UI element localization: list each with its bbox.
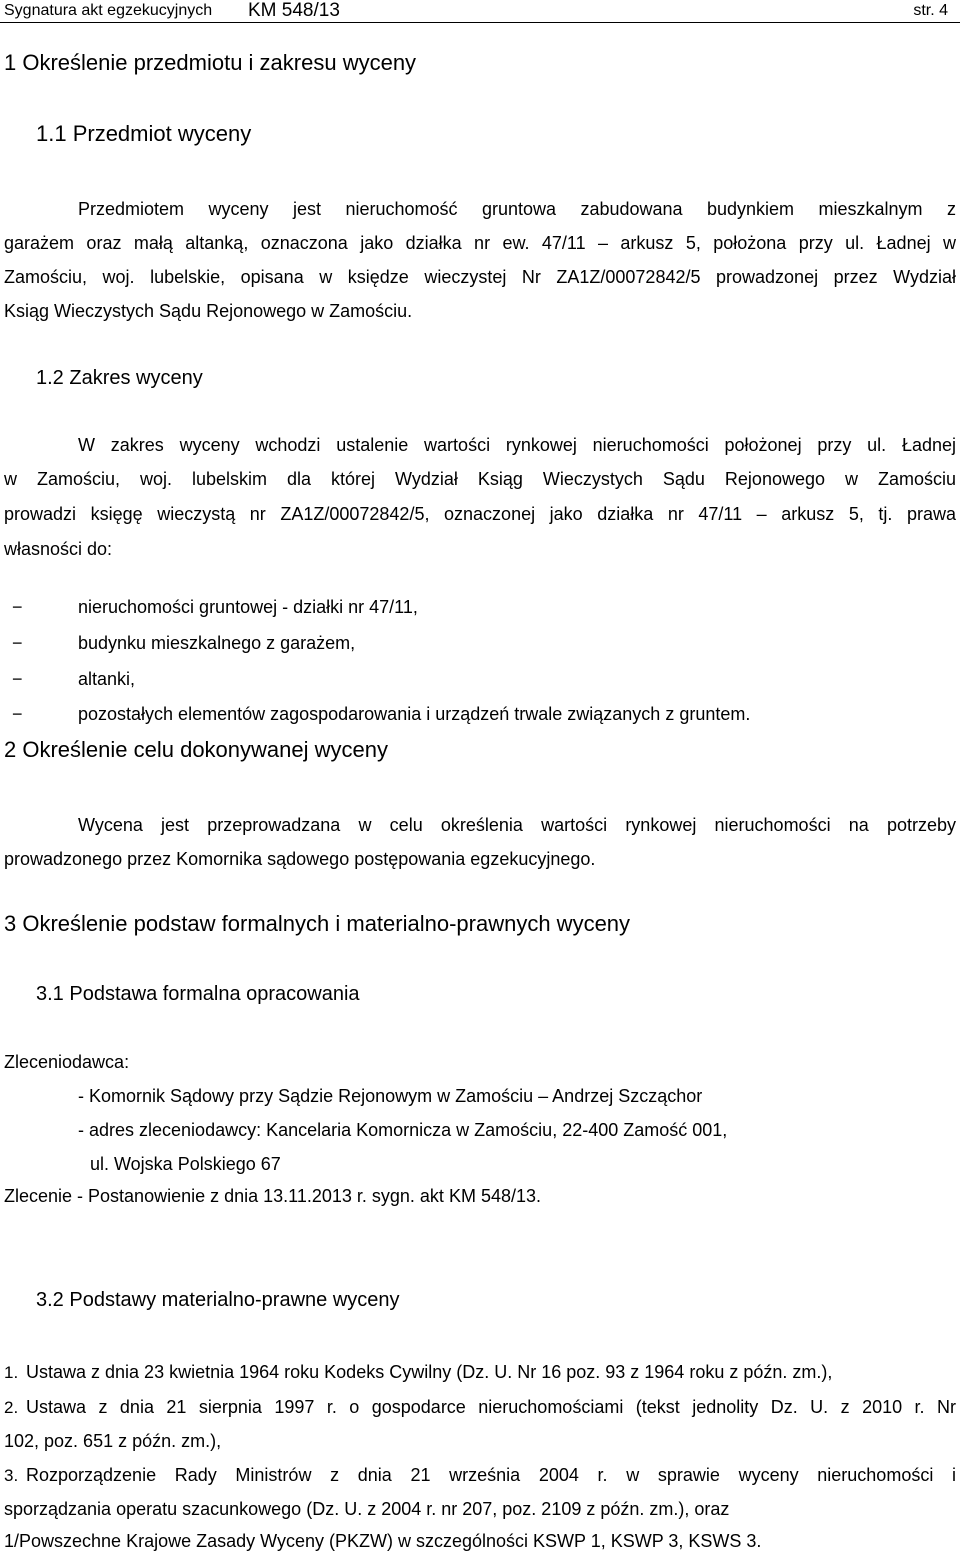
page-header [0,0,960,24]
list-item-text: Rozporządzenie Rady Ministrów z dnia 21 września 2004 r. w sprawie wyceny nieruchomości i [26,1465,956,1485]
section-2-heading: 2 Określenie celu dokonywanej wyceny [4,737,388,762]
section-1-1-heading: 1.1 Przedmiot wyceny [36,121,252,146]
dash-marker: − [12,669,23,689]
paragraph-line: prowadzonego przez Komornika sądowego postępowania egzekucyjnego. [4,849,596,869]
list-item-text: altanki, [78,669,136,689]
client-line: - Komornik Sądowy przy Sądzie Rejonowym w Zamościu – Andrzej Szcząchor [78,1086,703,1106]
paragraph-line: W zakres wyceny wchodzi ustalenie wartości rynkowej nieruchomości położonej przy ul. Ładnej [78,435,956,455]
paragraph-line: Ksiąg Wieczystych Sądu Rejonowego w Zamościu. [4,301,413,321]
header-prefix: Sygnatura akt egzekucyjnych [4,2,213,19]
list-item-text: pozostałych elementów zagospodarowania i urządzeń trwale związanych z gruntem. [78,704,751,724]
paragraph-line: Wycena jest przeprowadzana w celu określenia wartości rynkowej nieruchomości na potrzeby [78,815,956,835]
paragraph-line: prowadzi księgę wieczystą nr ZA1Z/00072842/5, oznaczonej jako działka nr 47/11 – arkusz 5, tj. prawa [4,504,956,524]
list-item-text: Ustawa z dnia 21 sierpnia 1997 r. o gospodarce nieruchomościami (tekst jednolity Dz. U. z 2010 r. Nr [26,1397,956,1417]
list-item-text: budynku mieszkalnego z garażem, [78,633,356,653]
header-page-number: str. 4 [913,2,948,19]
paragraph-line: Przedmiotem wyceny jest nieruchomość gruntowa zabudowana budynkiem mieszkalnym z [78,199,956,219]
client-line: - adres zleceniodawcy: Kancelaria Komornicza w Zamościu, 22-400 Zamość 001, [78,1120,728,1140]
footer-line: 1/Powszechne Krajowe Zasady Wyceny (PKZW) w szczególności KSWP 1, KSWP 3, KSWS 3. [4,1531,762,1551]
section-3-2-heading: 3.2 Podstawy materialno-prawne wyceny [36,1289,400,1311]
section-1-2-heading: 1.2 Zakres wyceny [36,367,203,389]
list-item-text: 102, poz. 651 z późn. zm.), [4,1431,222,1451]
list-number: 3. [4,1466,19,1485]
client-label: Zleceniodawca: [4,1052,130,1072]
dash-marker: − [12,704,23,724]
section-1-heading: 1 Określenie przedmiotu i zakresu wyceny [4,50,417,75]
dash-marker: − [12,597,23,617]
header-rule [0,22,960,23]
client-line: ul. Wojska Polskiego 67 [90,1154,281,1174]
list-item-text: Ustawa z dnia 23 kwietnia 1964 roku Kodeks Cywilny (Dz. U. Nr 16 poz. 93 z 1964 roku z późn. zm.), [26,1362,833,1382]
dash-marker: − [12,633,23,653]
paragraph-line: garażem oraz małą altanką, oznaczona jako działka nr ew. 47/11 – arkusz 5, położona przy ul. Ładnej w [4,233,956,253]
section-3-1-heading: 3.1 Podstawa formalna opracowania [36,983,360,1005]
list-number: 2. [4,1398,19,1417]
list-item-text: sporządzania operatu szacunkowego (Dz. U. z 2004 r. nr 207, poz. 2109 z późn. zm.), oraz [4,1499,730,1519]
list-number: 1. [4,1363,19,1382]
paragraph-line: w Zamościu, woj. lubelskim dla której Wydział Ksiąg Wieczystych Sądu Rejonowego w Zamościu [4,469,956,489]
paragraph-line: własności do: [4,539,113,559]
header-signature: KM 548/13 [248,0,340,21]
section-3-heading: 3 Określenie podstaw formalnych i materialno-prawnych wyceny [4,911,631,936]
order-line: Zlecenie - Postanowienie z dnia 13.11.2013 r. sygn. akt KM 548/13. [4,1186,541,1206]
paragraph-line: Zamościu, woj. lubelskie, opisana w księdze wieczystej Nr ZA1Z/00072842/5 prowadzonej przez Wydział [4,267,956,287]
list-item-text: nieruchomości gruntowej - działki nr 47/11, [78,597,418,617]
